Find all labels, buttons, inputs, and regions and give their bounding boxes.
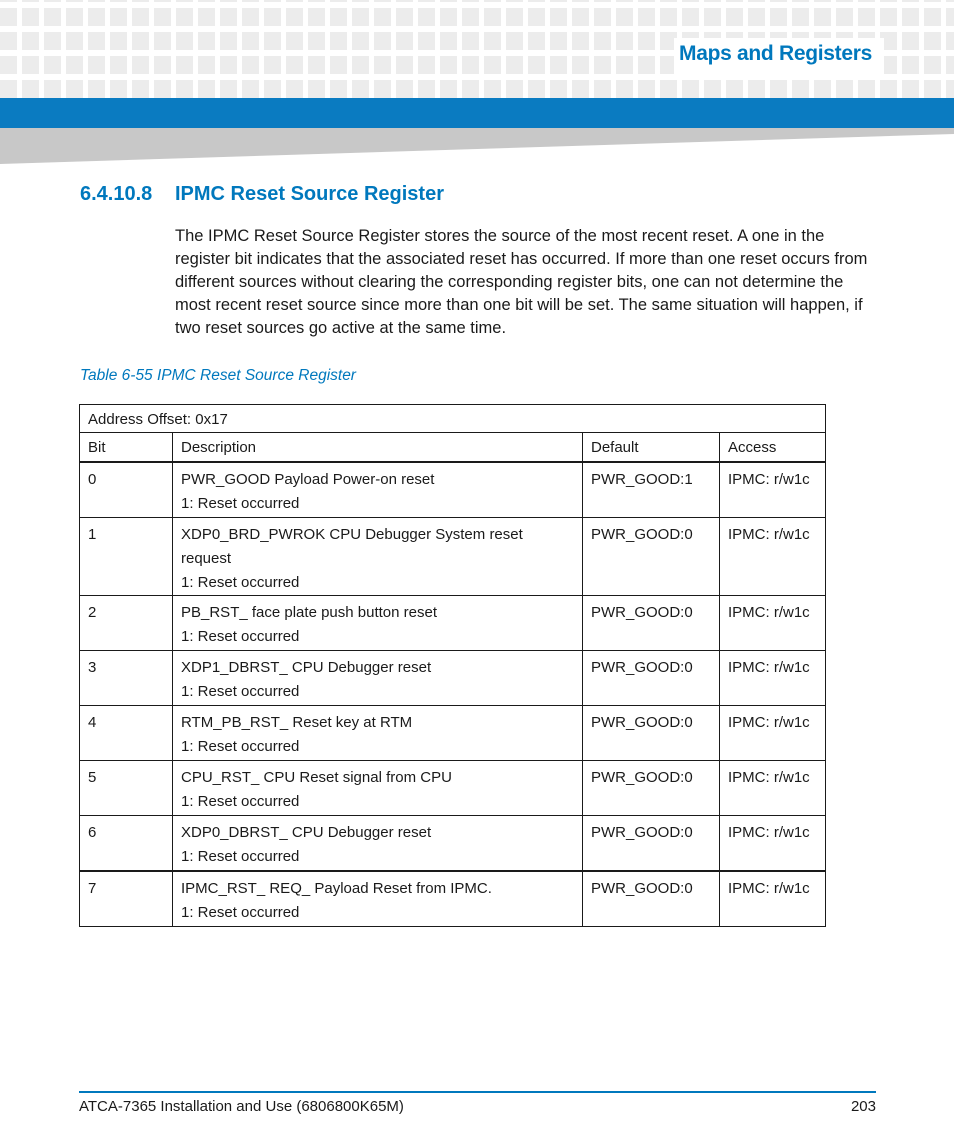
cell-description-line1: CPU_RST_ CPU Reset signal from CPU: [181, 769, 452, 786]
cell-access: IPMC: r/w1c: [720, 518, 826, 596]
table-row: [80, 871, 826, 927]
chapter-title: Maps and Registers: [679, 42, 872, 65]
section-heading: [80, 183, 444, 206]
section-number: 6.4.10.8: [80, 183, 153, 205]
section-paragraph: The IPMC Reset Source Register stores the source of the most recent reset. A one in the register bit indicates that the associated reset has occurred. If more than one reset occurs from different sources without clearing the corresponding register bits, one can not determine the most recent reset source since more than one bit will be set. The same situation will happen, if two reset sources go active at the same time.: [175, 227, 868, 337]
cell-default: PWR_GOOD:0: [583, 651, 720, 706]
cell-access: IPMC: r/w1c: [720, 651, 826, 706]
cell-default: PWR_GOOD:0: [583, 706, 720, 761]
cell-bit: 5: [80, 761, 173, 816]
cell-bit: 1: [80, 518, 173, 596]
cell-description-line1: XDP1_DBRST_ CPU Debugger reset: [181, 659, 432, 676]
table-row: [80, 761, 826, 816]
cell-description-line2: 1: Reset occurred: [181, 738, 300, 755]
header-default: Default: [583, 433, 720, 463]
table-caption: Table 6-55 IPMC Reset Source Register: [80, 367, 356, 384]
address-offset-cell: Address Offset: 0x17: [80, 405, 826, 433]
cell-default: PWR_GOOD:0: [583, 761, 720, 816]
cell-bit: 0: [80, 462, 173, 518]
cell-description-line2: 1: Reset occurred: [181, 904, 300, 921]
cell-access: IPMC: r/w1c: [720, 816, 826, 872]
cell-description: [173, 761, 583, 816]
cell-description-line2: 1: Reset occurred: [181, 628, 300, 645]
cell-description: [173, 462, 583, 518]
cell-description: [173, 706, 583, 761]
cell-description-line2: 1: Reset occurred: [181, 848, 300, 865]
cell-bit: 4: [80, 706, 173, 761]
table-row: [80, 706, 826, 761]
cell-description-line2: 1: Reset occurred: [181, 495, 300, 512]
cell-access: IPMC: r/w1c: [720, 761, 826, 816]
header-grey-wedge: [0, 128, 954, 164]
cell-description: [173, 596, 583, 651]
table-row: [80, 816, 826, 872]
address-offset-row: [80, 405, 826, 433]
footer-page-number: 203: [850, 1098, 876, 1115]
cell-description-line1: PB_RST_ face plate push button reset: [181, 604, 437, 621]
cell-default: PWR_GOOD:1: [583, 462, 720, 518]
cell-default: PWR_GOOD:0: [583, 518, 720, 596]
table-header-row: [80, 433, 826, 463]
cell-bit: 3: [80, 651, 173, 706]
register-table: [79, 404, 826, 927]
cell-bit: 6: [80, 816, 173, 872]
cell-bit: 7: [80, 871, 173, 927]
cell-access: IPMC: r/w1c: [720, 462, 826, 518]
cell-default: PWR_GOOD:0: [583, 871, 720, 927]
table-row: [80, 651, 826, 706]
header-blue-bar: [0, 98, 954, 128]
cell-description: [173, 816, 583, 872]
cell-bit: 2: [80, 596, 173, 651]
cell-description-line2: 1: Reset occurred: [181, 793, 300, 810]
cell-description-line1: XDP0_DBRST_ CPU Debugger reset: [181, 824, 432, 841]
cell-default: PWR_GOOD:0: [583, 816, 720, 872]
cell-description-line1: RTM_PB_RST_ Reset key at RTM: [181, 714, 413, 731]
cell-default: PWR_GOOD:0: [583, 596, 720, 651]
cell-description-line1: PWR_GOOD Payload Power-on reset: [181, 471, 435, 488]
table-row: [80, 462, 826, 518]
cell-description: [173, 871, 583, 927]
section-title: IPMC Reset Source Register: [175, 183, 444, 205]
cell-description-line2: 1: Reset occurred: [181, 683, 300, 700]
cell-description: [173, 518, 583, 596]
cell-description-line1: XDP0_BRD_PWROK CPU Debugger System reset request: [181, 526, 523, 567]
cell-description-line2: 1: Reset occurred: [181, 574, 300, 591]
table-row: [80, 518, 826, 596]
header-access: Access: [720, 433, 826, 463]
table-row: [80, 596, 826, 651]
header-bit: Bit: [80, 433, 173, 463]
cell-access: IPMC: r/w1c: [720, 871, 826, 927]
cell-description: [173, 651, 583, 706]
footer-rule: [79, 1091, 876, 1093]
cell-access: IPMC: r/w1c: [720, 596, 826, 651]
cell-description-line1: IPMC_RST_ REQ_ Payload Reset from IPMC.: [181, 880, 492, 897]
cell-access: IPMC: r/w1c: [720, 706, 826, 761]
header-description: Description: [173, 433, 583, 463]
footer-doc-title: ATCA-7365 Installation and Use (6806800K65M): [79, 1098, 404, 1115]
